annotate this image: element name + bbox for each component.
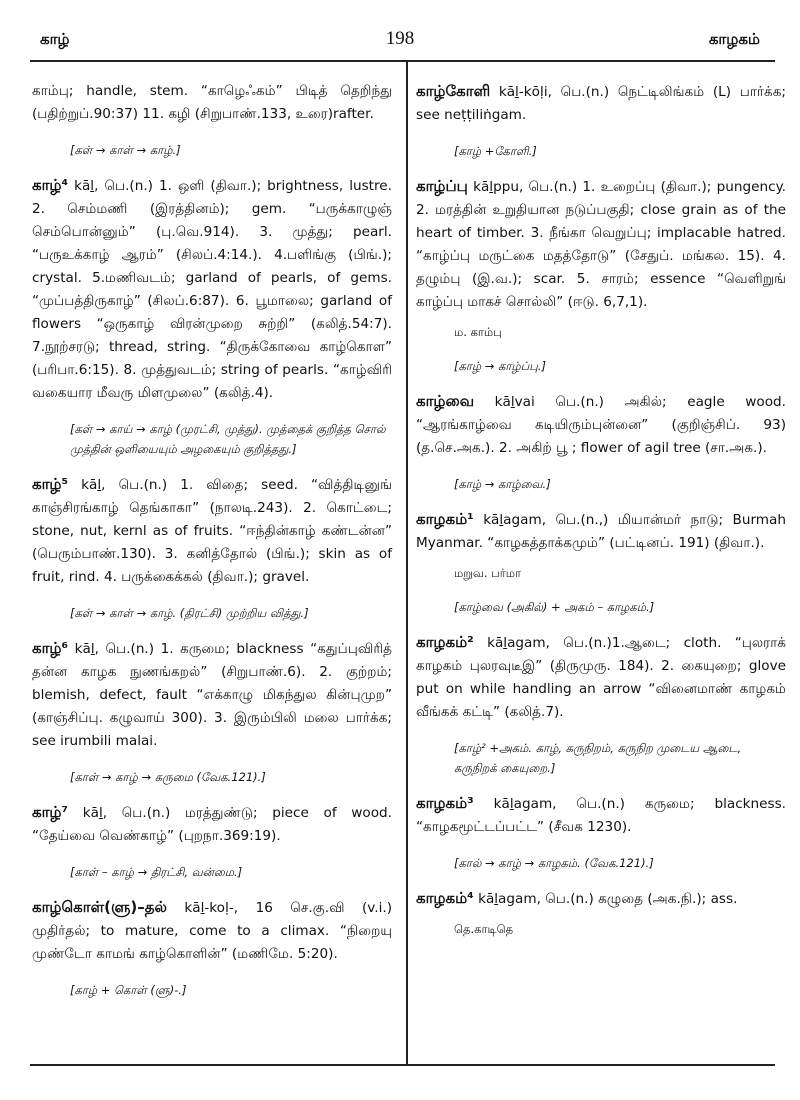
left-column — [32, 80, 392, 1014]
dictionary-entry — [416, 390, 786, 460]
entry-headword: காழகம்¹ — [416, 510, 474, 528]
entry-headword: காழ்வை — [416, 392, 475, 410]
header-left-guideword: காழ் — [40, 30, 70, 48]
entry-headword: காழகம்² — [416, 633, 474, 651]
dictionary-entry — [32, 896, 392, 966]
entry-body: kāḻagam, பெ.(n.) கழுதை (அக.நி.); ass. — [478, 891, 738, 907]
etymology-note: [காழ்² +அகம். காழ், கருநிறம், கருநிற முடைய ஆடை, கருநிறக் கையுறை.] — [454, 741, 742, 775]
page-header — [0, 0, 800, 52]
dictionary-entry — [32, 174, 392, 405]
entry-body: kāḻ-kōḷi, பெ.(n.) நெட்டிலிங்கம் (L) பார்க்க; see neṭṭiliṅgam. — [416, 84, 786, 123]
entry-body: kāḻ, பெ.(n.) 1. கருமை; blackness “கதுப்புவிரித் தன்ன காழக நுணங்கறல்” (சிறுபாண்.6). 2. குற்றம்; blemish, defect, fault “எக்காழு மிகந்துல கின்புமுற” (காஞ்சிப்பு. கழுவாய் 300). 3. இரும்பிலி மலை பார்க்க; see irumbili malai. — [32, 641, 392, 749]
entry-headword: காழ்⁶ — [32, 639, 69, 657]
entry-headword: காழ்⁵ — [32, 475, 69, 493]
page-number: 198 — [385, 28, 415, 49]
entry-headword: காழகம்³ — [416, 794, 474, 812]
entry-body: kāḻ, பெ.(n.) மரத்துண்டு; piece of wood. “தேய்வை வெண்காழ்” (புறநா.369:19). — [32, 805, 392, 844]
entry-headword: காழ்⁷ — [32, 803, 69, 821]
dictionary-entry — [416, 80, 786, 127]
entry-headword: காழ்ப்பு — [416, 177, 468, 195]
column-divider — [406, 62, 408, 1064]
header-right-guideword: காழகம் — [708, 30, 760, 48]
etymology-note: [காழ் → காழ்வை.] — [454, 477, 551, 491]
etymology-note: [கள் → காள் → காழ். (திரட்சி) முற்றிய வித்து.] — [70, 606, 309, 620]
cognate-note: ம. காம்பு — [454, 325, 502, 339]
entry-body: kāḻagam, பெ.(n.)1.ஆடை; cloth. “புலராக் காழகம் புலரவுடீஇ” (திருமுரு. 184). 2. கையுறை; glove put on while handling an arrow “வினைமாண் காழகம் வீங்கக் கட்டி” (கலித்.7). — [416, 635, 787, 720]
dictionary-entry — [416, 887, 786, 911]
entry-body: kāḻ, பெ.(n.) 1. விதை; seed. “வித்திடினுங் காஞ்சிரங்காழ் தெங்காகா” (நாலடி.243). 2. கொட்டை; stone, nut, kernl as of fruits. “ஈந்தின்காழ் கண்டன்ன” (பெரும்பாண்.130). 3. கனித்தோல் (பிங்.); skin as of fruit, rind. 4. பருக்கைக்கல் (திவா.); gravel. — [32, 477, 392, 585]
right-column — [416, 80, 786, 947]
etymology-note: [காழ் → காழ்ப்பு.] — [454, 359, 546, 373]
dictionary-entry — [416, 508, 786, 555]
dictionary-entry — [32, 637, 392, 753]
dictionary-entry — [416, 631, 786, 724]
dictionary-entry — [416, 792, 786, 839]
entry-headword: காழ்⁴ — [32, 176, 69, 194]
etymology-note: [கள் → காய் → காழ் (முரட்சி, முத்து). முத்தைக் குறித்த சொல் முத்தின் ஒளியையும் அழகையும் குறித்தது.] — [70, 422, 386, 456]
etymology-note: [காள் → காழ் → கருமை (வேக.121).] — [70, 770, 266, 784]
cognate-note: தெ.காடிதெ — [454, 922, 514, 936]
etymology-note: [கால் → காழ் → காழகம். (வேக.121).] — [454, 856, 654, 870]
dictionary-entry — [416, 175, 786, 314]
entry-body: kāḻagam, பெ.(n.,) மியான்மர் நாடு; Burmah Myanmar. “காழகத்தாக்கமும்” (பட்டினப். 191) (திவா.). — [416, 512, 786, 551]
entry-body: kāḻppu, பெ.(n.) 1. உறைப்பு (திவா.); pungency. 2. மரத்தின் உறுதியான நடுப்பகுதி; close grain as of the heart of timber. 3. நீங்கா வெறுப்பு; implacable hatred. “காழ்ப்பு மருட்கை மதத்தோடு” (சேதுப். மங்கல. 15). 4. தழும்பு (இ.வ.); scar. 5. சாரம்; essence “வெளிறுங் காழ்ப்பு மாகச் சொல்லி” (ஈடு. 6,7,1). — [416, 179, 786, 310]
dictionary-entry — [32, 473, 392, 589]
footer-rule — [30, 1064, 775, 1066]
etymology-note: [காழ் +கோளி.] — [454, 144, 537, 158]
entry-headword: காழ்கோளி — [416, 82, 491, 100]
cognate-note: மறுவ. பர்மா — [454, 566, 522, 580]
entry-headword: காழ்கொள்(ளு)–தல் — [32, 898, 167, 916]
header-rule — [30, 60, 775, 62]
etymology-note: [காழ் + கொள் (ளு)-.] — [70, 983, 187, 997]
entry-continuation: காம்பு; handle, stem. “காழெஃகம்” பிடித் தெறிந்து (பதிற்றுப்.90:37) 11. கழி (சிறுபாண்.133, உரை)rafter. — [32, 83, 392, 122]
etymology-note: [காழ்வை (அகில்) + அகம் – காழகம்.] — [454, 600, 655, 614]
entry-body: kāḻ, பெ.(n.) 1. ஒளி (திவா.); brightness, lustre. 2. செம்மணி (இரத்தினம்); gem. “பருக்காழுஞ் செம்பொன்னும்” (பு.வெ.914). 3. முத்து; pearl. “பருஉக்காழ் ஆரம்” (சிலப்.4:14.). 4.பளிங்கு (பிங்.); crystal. 5.மணிவடம்; garland of pearls, of gems. “முப்பத்திருகாழ்” (சிலப்.6:87). 6. பூமாலை; garland of flowers “ஒருகாழ் விரன்முறை சுற்றி” (கலித்.54:7). 7.நூற்சரடு; thread, string. “திருக்கோவை காழ்கொள” (பரிபா.6:15). 8. முத்துவடம்; string of pearls. “காழ்விரி வகையார மீவரு மிளமுலை” (கலித்.4). — [32, 178, 392, 401]
dictionary-entry — [32, 801, 392, 848]
etymology-note: [காள் – காழ் → திரட்சி, வன்மை.] — [70, 865, 243, 879]
entry-body: kāḻ-koḷ-, 16 செ.கு.வி (v.i.) முதிர்தல்; to mature, come to a climax. “நிறையு முண்டோ காமங் காழ்கொளின்” (மணிமே. 5:20). — [32, 900, 392, 962]
etymology-note: [கள் → காள் → காழ்.] — [70, 143, 181, 157]
entry-body: kāḻvai பெ.(n.) அகில்; eagle wood. “ஆரங்காழ்வை கடியிரும்புன்னை” (குறிஞ்சிப். 93) (த.செ.அக.). 2. அகிற் பூ ; flower of agil tree (சா.அக.). — [416, 394, 786, 456]
entry-body: kāḻagam, பெ.(n.) கருமை; blackness. “காழகமூட்டப்பட்ட” (சீவக 1230). — [416, 796, 787, 835]
entry-headword: காழகம்⁴ — [416, 889, 474, 907]
